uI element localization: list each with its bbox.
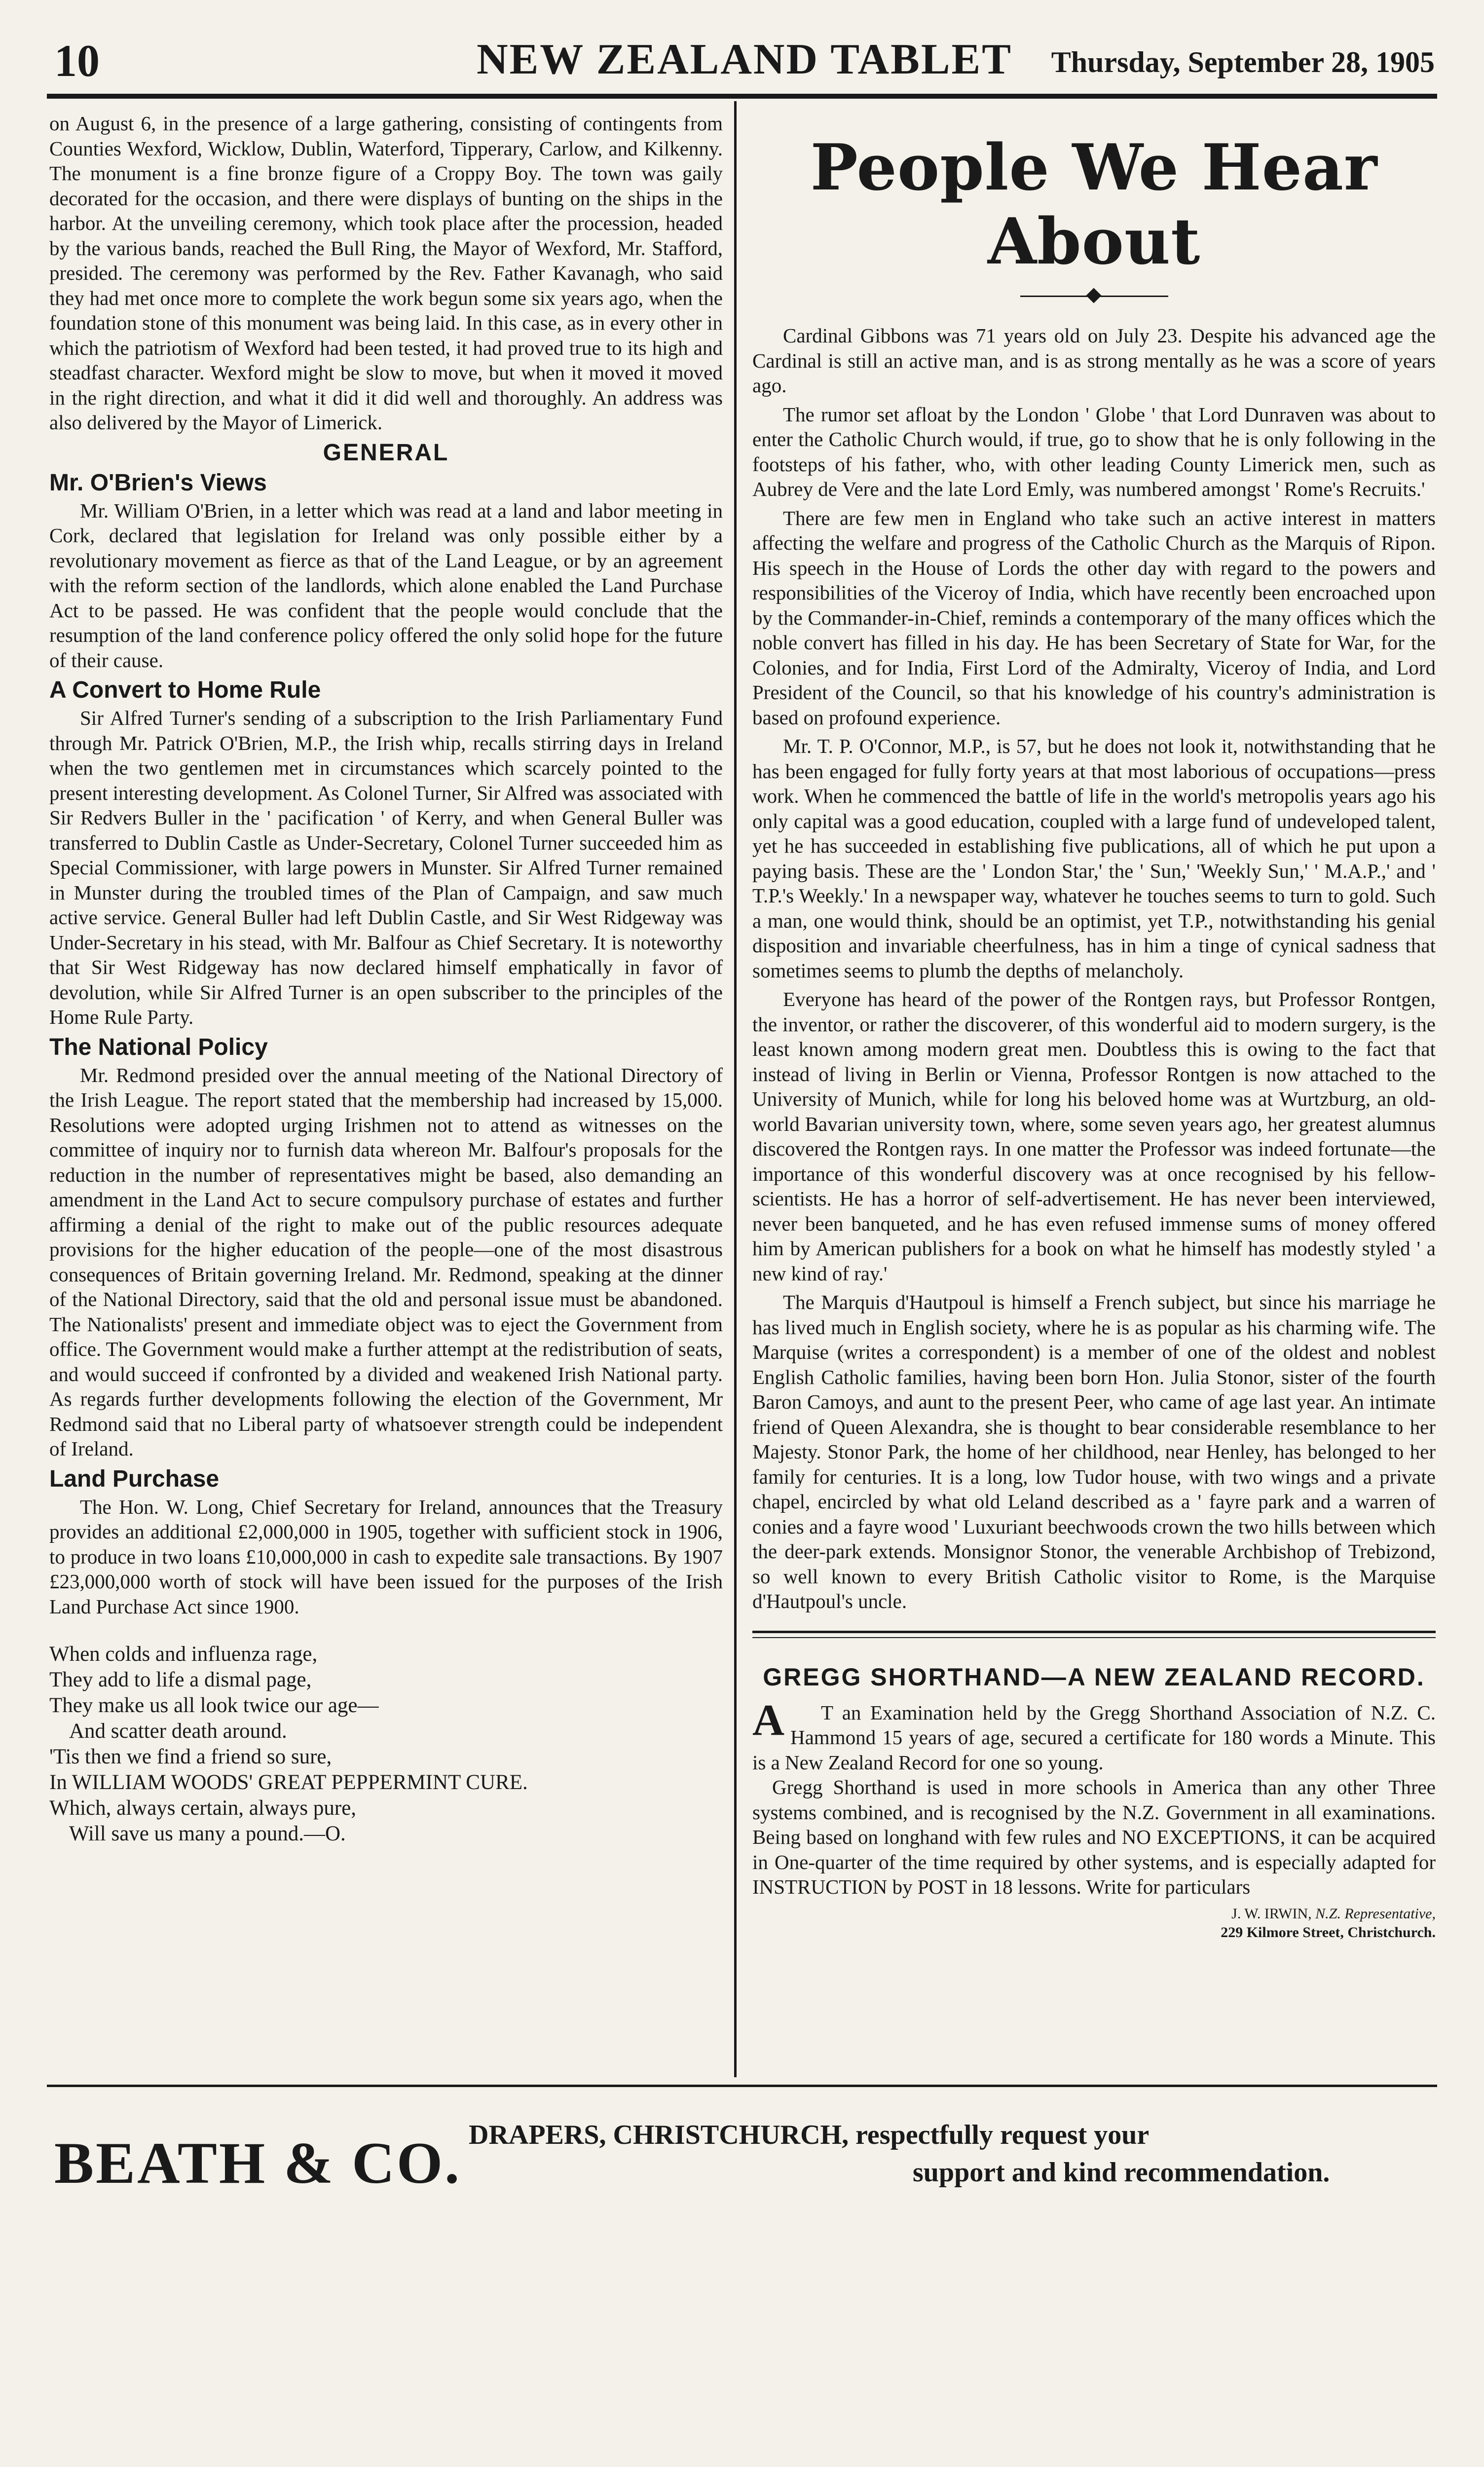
article-paragraph: Cardinal Gibbons was 71 years old on July 23. Despite his advanced age the Cardinal is still an active man, and is as strong mentally as he was a score of years ago.: [752, 324, 1436, 397]
ad-signer: J. W. IRWIN,: [1231, 1905, 1312, 1922]
section-heading-obrien: Mr. O'Brien's Views: [49, 469, 267, 496]
ornament-divider: [1020, 284, 1168, 308]
poem-line: They add to life a dismal page,: [49, 1668, 312, 1691]
footer-line-2: support and kind recommendation.: [913, 2157, 1330, 2188]
header-rule: [47, 94, 1437, 99]
page-header: [54, 35, 1435, 89]
poem-line: Which, always certain, always pure,: [49, 1796, 357, 1820]
article-paragraph: The rumor set afloat by the London ' Globe ' that Lord Dunraven was about to enter the Catholic Church would, if true, go to show that he is only following in the footsteps of his father, who, with other leading County Limerick men, such as Aubrey de Vere and the late Lord Emly, was numbered amongst ' Rome's Recruits.': [752, 403, 1436, 500]
national-policy-paragraph: Mr. Redmond presided over the annual meeting of the National Directory of the Irish League. The report stated that the membership had increased by 15,000. Resolutions were adopted urging Irishmen not to attend as witnesses on the committee of inquiry nor to furnish data whereon Mr. Balfour's proposals for the reduction in the number of representatives might be based, also demanding an amendment in the Land Act to secure compulsory purchase of estates and further affirming a denial of the right to make out of the public resources adequate provisions for the higher education of the people—one of the most disastrous consequences of Britain governing Ireland. Mr. Redmond, speaking at the dinner of the National Directory, said that the old and personal issue must be abandoned. The Nationalists' present and immediate object was to eject the Government from office. The Government would make a further attempt at the redistribution of seats, and would succeed if confronted by a divided and weakened Irish National party. As regards further developments following the election of the Government, Mr Redmond said that no Liberal party of whatsoever strength could be independent of Ireland.: [49, 1063, 723, 1460]
ad-signer-role: N.Z. Representative,: [1315, 1905, 1436, 1922]
obrien-paragraph: Mr. William O'Brien, in a letter which was read at a land and labor meeting in Cork, declared that legislation for Ireland was only possible either by a revolutionary movement as fierce as that of the Land League, or by an agreement with the reform section of the landlords, which alone enabled the Land Purchase Act to be passed. He was confident that the people would conclude that the resumption of the land conference policy offered the only solid hope for the future of their cause.: [49, 499, 723, 672]
intro-paragraph: on August 6, in the presence of a large gathering, consisting of contingents from Counties Wexford, Wicklow, Dublin, Waterford, Tipperary, Carlow, and Kilkenny. The monument is a fine bronze figure of a Croppy Boy. The town was gaily decorated for the occasion, and there were displays of bunting on the ships in the harbor. At the unveiling ceremony, which took place after the procession, headed by the various bands, reached the Bull Ring, the Mayor of Wexford, Mr. Stafford, presided. The ceremony was performed by the Rev. Father Kavanagh, who said they had met once more to complete the work begun some six years ago, when the foundation stone of this monument was being laid. In this case, as in every other in which the patriotism of Wexford had been tested, it had proved true to its high and steadfast character. Wexford might be slow to move, but when it moved it moved in the right direction, and what it did it did well and thoroughly. An address was also delivered by the Mayor of Limerick.: [49, 112, 723, 434]
diamond-icon: [1086, 288, 1101, 303]
land-purchase-paragraph: The Hon. W. Long, Chief Secretary for Ireland, announces that the Treasury provides an additional £2,000,000 in 1905, together with sufficient stock in 1906, to produce in two loans £10,000,000 in cash to expedite sale transactions. By 1907 £23,000,000 worth of stock will have been issued for the purposes of the Irish Land Purchase Act since 1900.: [49, 1495, 723, 1618]
firm-name: BEATH & CO.: [54, 2130, 462, 2196]
peppermint-cure-poem: [49, 1642, 723, 1847]
article-paragraph: There are few men in England who take such an active interest in matters affecting the welfare and progress of the Catholic Church as the Marquis of Ripon. His speech in the House of Lords the other day with regard to the powers and responsibilities of the Viceroy of India, which have recently been encroached upon by the Commander-in-Chief, reminds a contemporary of the many offices which the noble convert has filled in his day. He has been Secretary of State for War, for the Colonies, and for India, First Lord of the Admiralty, Viceroy of India, and Lord President of the Council, so that his knowledge of his country's administration is based on profound experience.: [752, 506, 1436, 729]
poem-line: In WILLIAM WOODS' GREAT PEPPERMINT CURE.: [49, 1771, 528, 1794]
poem-line: When colds and influenza rage,: [49, 1643, 318, 1666]
right-column: [752, 111, 1436, 2077]
section-title: People We Hear About: [810, 131, 1378, 279]
ad-paragraph: T an Examination held by the Gregg Shorthand Association of N.Z. C. Hammond 15 years of age, secured a certificate for 180 words a Minute. This is a New Zealand Record for one so young.: [752, 1701, 1436, 1774]
left-column: [49, 111, 723, 2077]
issue-date: Thursday, September 28, 1905: [1051, 46, 1435, 78]
gregg-shorthand-ad: [752, 1663, 1436, 1941]
ad-top-rule: [752, 1631, 1436, 1633]
poem-line: And scatter death around.: [69, 1719, 287, 1743]
ad-address: 229 Kilmore Street, Christchurch.: [1221, 1924, 1436, 1941]
masthead: NEW ZEALAND TABLET: [477, 36, 1012, 83]
poem-line: 'Tis then we find a friend so sure,: [49, 1745, 332, 1768]
article-paragraph: Mr. T. P. O'Connor, M.P., is 57, but he does not look it, notwithstanding that he has been engaged for fully forty years at that most laborious of occupations—press work. When he commenced the battle of life in the world's metropolis years ago his only capital was a good education, coupled with a large fund of undeveloped talent, yet he has succeeded in establishing five publications, all of which he put upon a paying basis. These are the ' London Star,' the ' Sun,' 'Weekly Sun,' ' M.A.P.,' and ' T.P.'s Weekly.' In a newspaper way, whatever he touches seems to turn to gold. Such a man, one would think, should be an optimist, yet T.P., notwithstanding his genial disposition and invariable cheerfulness, has in him a tinge of cynical sadness that sometimes seems to plumb the depths of melancholy.: [752, 735, 1436, 982]
poem-line: Will save us many a pound.—O.: [69, 1822, 346, 1845]
ad-top-rule-thin: [752, 1637, 1436, 1638]
convert-paragraph: Sir Alfred Turner's sending of a subscription to the Irish Parliamentary Fund through Mr. Patrick O'Brien, M.P., the Irish whip, recalls stirring days in Ireland when the two gentlemen met in circumstances which scarcely pointed to the present interesting development. As Colonel Turner, Sir Alfred was associated with Sir Redvers Buller in the ' pacification ' of Kerry, and when General Buller was transferred to Dublin Castle as Under-Secretary, Colonel Turner succeeded him as Special Commissioner, with large powers in Munster. Sir Alfred Turner remained in Munster during the troubled times of the Plan of Campaign, and saw much active service. General Buller had left Dublin Castle, and Sir West Ridgeway was Under-Secretary in his stead, with Mr. Balfour as Chief Secretary. It is noteworthy that Sir West Ridgeway has now declared himself emphatically in favor of devolution, while Sir Alfred Turner is an open subscriber to the principles of the Home Rule Party.: [49, 707, 723, 1028]
footer-rule: [47, 2085, 1437, 2087]
ad-body: [752, 1695, 1436, 1900]
ad-title: GREGG SHORTHAND—A NEW ZEALAND RECORD.: [763, 1663, 1425, 1691]
ad-paragraph: Gregg Shorthand is used in more schools in America than any other Three systems combined, and is recognised by the N.Z. Government in all examinations. Being based on longhand with few rules and NO EXCEPTIONS, it can be acquired in One-quarter of the time required by other systems, and is especially adapted for INSTRUCTION by POST in 18 lessons. Write for particulars: [752, 1776, 1436, 1898]
ad-dropcap: A: [752, 1695, 784, 1745]
general-heading: GENERAL: [323, 439, 449, 466]
column-divider: [734, 101, 737, 2077]
footer-line-1: DRAPERS, CHRISTCHURCH, respectfully request your: [469, 2120, 1150, 2150]
ad-signature: [752, 1906, 1436, 1922]
footer-advert: [54, 2109, 1430, 2198]
section-heading-convert: A Convert to Home Rule: [49, 677, 321, 703]
section-heading-land-purchase: Land Purchase: [49, 1465, 220, 1492]
page-number: 10: [54, 36, 100, 86]
section-heading-national-policy: The National Policy: [49, 1034, 268, 1060]
poem-line: They make us all look twice our age—: [49, 1694, 379, 1717]
article-paragraph: The Marquis d'Hautpoul is himself a French subject, but since his marriage he has lived much in English society, where he is as popular as his charming wife. The Marquise (writes a correspondent) is a member of one of the oldest and noblest English Catholic families, having been born Hon. Julia Stonor, sister of the fourth Baron Camoys, and aunt to the present Peer, who came of age last year. An intimate friend of Queen Alexandra, she is thought to bear considerable resemblance to her Majesty. Stonor Park, the home of her childhood, near Henley, has belonged to her family for centuries. It is a long, low Tudor house, with two wings and a private chapel, encircled by what old Leland described as a ' fayre park and a warren of conies and a fayre wood ' Luxuriant beechwoods crown the two hills between which the deer-park extends. Monsignor Stonor, the venerable Archbishop of Trebizond, so well known to every British Catholic visitor to Rome, is the Marquise d'Hautpoul's uncle.: [752, 1291, 1436, 1612]
article-paragraph: Everyone has heard of the power of the Rontgen rays, but Professor Rontgen, the inventor, or rather the discoverer, of this wonderful aid to modern surgery, is the least known among modern great men. Doubtless this is owing to the fact that instead of living in Berlin or Vienna, Professor Rontgen is now attached to the University of Munich, while for long his beloved home was at Wurtzburg, an old-world Bavarian university town, where, some seven years ago, her greatest alumnus discovered the Rontgen rays. In one matter the Professor was indeed fortunate—the importance of this wonderful discovery was at once recognised by his fellow-scientists. He has a horror of self-advertisement. He has never been interviewed, never been banqueted, and he has even refused immense sums of money offered him by American publishers for a book on what he himself has modestly styled ' a new kind of ray.': [752, 988, 1436, 1285]
